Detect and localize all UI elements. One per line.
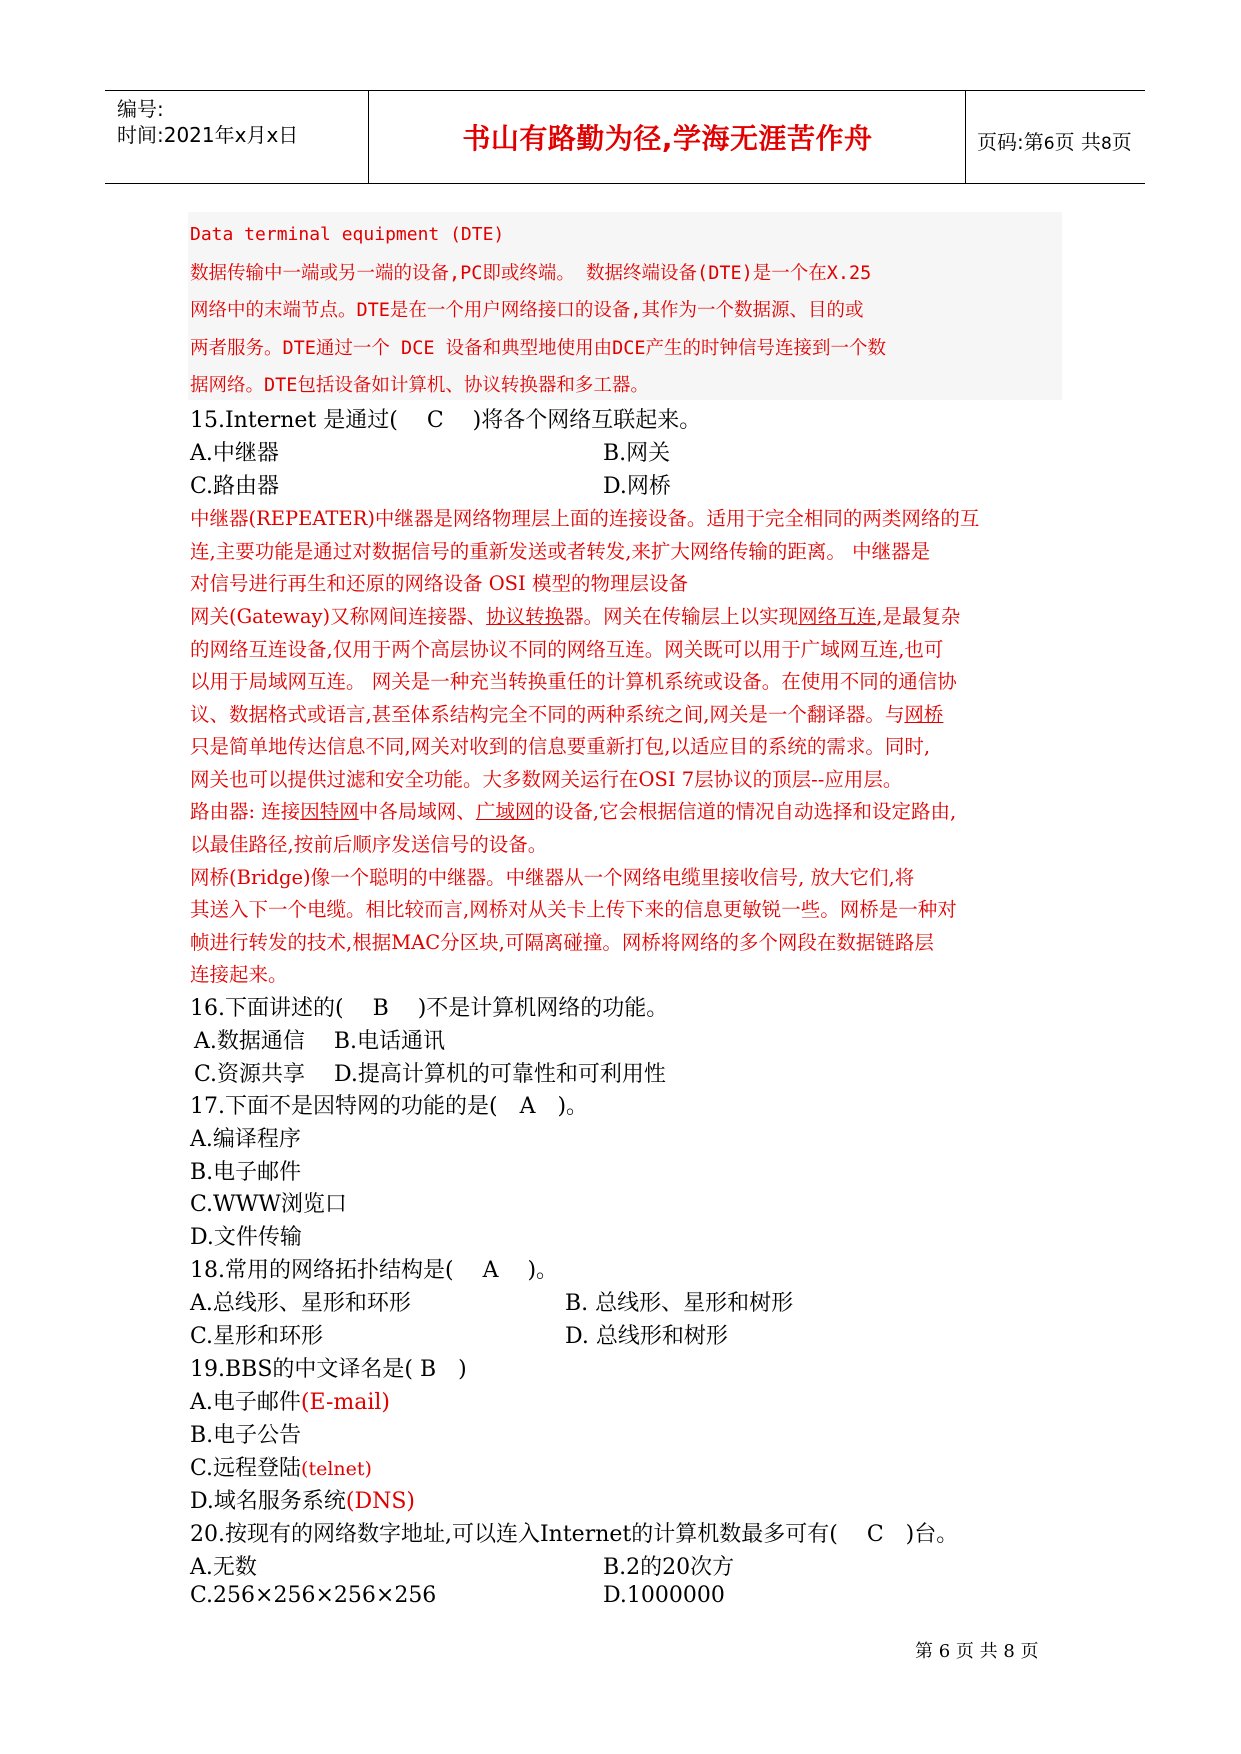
wan-link[interactable]: 广域网 <box>475 800 535 823</box>
q20-option-d: D.1000000 <box>603 1583 725 1608</box>
q15-option-d: D.网桥 <box>603 474 671 499</box>
q19-option-a-text: A.电子邮件 <box>190 1390 301 1415</box>
q19-option-d-note: (DNS) <box>345 1489 415 1514</box>
question-16: 16.下面讲述的( B )不是计算机网络的功能。 <box>190 996 669 1021</box>
question-20: 20.按现有的网络数字地址,可以连入Internet的计算机数最多可有( C )台。 <box>190 1522 959 1547</box>
page-header <box>105 90 1145 184</box>
q19-option-a-note: (E-mail) <box>300 1390 391 1415</box>
bridge-note: 网桥(Bridge)像一个聪明的中继器。中继器从一个网络电缆里接收信号, 放大它们,将 <box>190 866 915 889</box>
q17-option-d: D.文件传输 <box>190 1225 302 1250</box>
question-17: 17.下面不是因特网的功能的是( A )。 <box>190 1094 589 1119</box>
bridge-link[interactable]: 网桥 <box>904 703 944 726</box>
dte-line: 据网络。DTE包括设备如计算机、协议转换器和多工器。 <box>190 375 649 396</box>
dte-title: Data terminal equipment (DTE) <box>190 224 505 245</box>
question-15: 15.Internet 是通过( C )将各个网络互联起来。 <box>190 408 702 433</box>
q18-option-a: A.总线形、星形和环形 <box>190 1291 411 1316</box>
q20-option-c: C.256×256×256×256 <box>190 1583 437 1608</box>
router-note <box>190 796 956 824</box>
header-motto-cell <box>370 91 966 183</box>
page-current: 6 <box>1043 134 1055 154</box>
gateway-note: 网关也可以提供过滤和安全功能。大多数网关运行在OSI 7层协议的顶层--应用层。 <box>190 768 903 791</box>
repeater-note: 连,主要功能是通过对数据信号的重新发送或者转发,来扩大网络传输的距离。 中继器是 <box>190 540 931 563</box>
gateway-note <box>190 699 943 727</box>
q17-option-c: C.WWW浏览口 <box>190 1192 347 1217</box>
header-meta-cell <box>105 91 369 183</box>
gateway-text: 器。网关在传输层上以实现 <box>564 605 799 628</box>
q19-option-d <box>190 1484 415 1515</box>
page-suffix: 页 <box>1111 130 1132 154</box>
gateway-text: ,是最复杂 <box>876 605 961 628</box>
network-interconnect-link[interactable]: 网络互连 <box>798 605 877 628</box>
q19-option-d-text: D.域名服务系统 <box>190 1489 346 1514</box>
router-text: 中各局域网、 <box>358 800 476 823</box>
q15-option-a: A.中继器 <box>190 441 279 466</box>
q15-option-b: B.网关 <box>603 441 671 466</box>
router-text: 的设备,它会根据信道的情况自动选择和设定路由, <box>534 800 957 823</box>
header-page-cell <box>967 91 1145 183</box>
gateway-note <box>190 601 960 629</box>
dte-line: 两者服务。DTE通过一个 DCE 设备和典型地使用由DCE产生的时钟信号连接到一个数 <box>190 338 887 359</box>
document-code-label: 编号: <box>117 97 164 121</box>
question-19: 19.BBS的中文译名是( B ) <box>190 1357 467 1382</box>
gateway-note: 以用于局域网互连。 网关是一种充当转换重任的计算机系统或设备。在使用不同的通信协 <box>190 670 957 693</box>
question-18: 18.常用的网络拓扑结构是( A )。 <box>190 1258 559 1283</box>
repeater-note: 中继器(REPEATER)中继器是网络物理层上面的连接设备。适用于完全相同的两类网络的互 <box>190 507 980 530</box>
page-mid: 页 共 <box>1054 130 1101 154</box>
q16-options-line: A.数据通信 B.电话通讯 <box>194 1029 446 1054</box>
repeater-note: 对信号进行再生和还原的网络设备 OSI 模型的物理层设备 <box>190 572 688 595</box>
q16-options-line: C.资源共享 D.提高计算机的可靠性和可利用性 <box>194 1062 666 1087</box>
router-note: 以最佳路径,按前后顺序发送信号的设备。 <box>190 833 548 856</box>
gateway-note: 的网络互连设备,仅用于两个高层协议不同的网络互连。网关既可以用于广域网互连,也可 <box>190 638 944 661</box>
q19-option-c <box>190 1451 372 1482</box>
q19-option-c-note: (telnet) <box>301 1458 372 1480</box>
header-page-number <box>977 126 1132 155</box>
q19-option-c-text: C.远程登陆 <box>190 1456 302 1481</box>
q20-option-b: B.2的20次方 <box>603 1555 735 1580</box>
bridge-note: 其送入下一个电缆。相比较而言,网桥对从关卡上传下来的信息更敏锐一些。网桥是一种对 <box>190 898 957 921</box>
internet-link[interactable]: 因特网 <box>300 800 359 823</box>
q19-option-b: B.电子公告 <box>190 1423 302 1448</box>
bridge-note: 连接起来。 <box>190 963 288 986</box>
protocol-converter-link[interactable]: 协议转换 <box>486 605 565 628</box>
page-total: 8 <box>1100 134 1112 154</box>
page-prefix: 页码:第 <box>977 130 1044 154</box>
page-footer: 第 6 页 共 8 页 <box>915 1641 1039 1662</box>
gateway-text: 议、数据格式或语言,甚至体系结构完全不同的两种系统之间,网关是一个翻译器。与 <box>190 703 905 726</box>
bridge-note: 帧进行转发的技术,根据MAC分区块,可隔离碰撞。网桥将网络的多个网段在数据链路层 <box>190 931 934 954</box>
router-text: 路由器: 连接 <box>190 800 301 823</box>
gateway-note: 只是简单地传达信息不同,网关对收到的信息要重新打包,以适应目的系统的需求。同时, <box>190 735 931 758</box>
q18-option-c: C.星形和环形 <box>190 1324 324 1349</box>
q18-option-d: D. 总线形和树形 <box>565 1324 728 1349</box>
dte-line: 数据传输中一端或另一端的设备,PC即或终端。 数据终端设备(DTE)是一个在X.25 <box>190 263 872 284</box>
q17-option-b: B.电子邮件 <box>190 1160 302 1185</box>
q18-option-b: B. 总线形、星形和树形 <box>565 1291 794 1316</box>
dte-line: 网络中的末端节点。DTE是在一个用户网络接口的设备,其作为一个数据源、目的或 <box>190 300 864 321</box>
document-time-label: 时间:2021年x月x日 <box>117 123 299 147</box>
q17-option-a: A.编译程序 <box>190 1127 301 1152</box>
header-motto: 书山有路勤为径,学海无涯苦作舟 <box>462 122 873 155</box>
gateway-text: 网关(Gateway)又称网间连接器、 <box>190 605 487 628</box>
q20-option-a: A.无数 <box>190 1555 257 1580</box>
q15-option-c: C.路由器 <box>190 474 280 499</box>
q19-option-a <box>190 1385 390 1416</box>
